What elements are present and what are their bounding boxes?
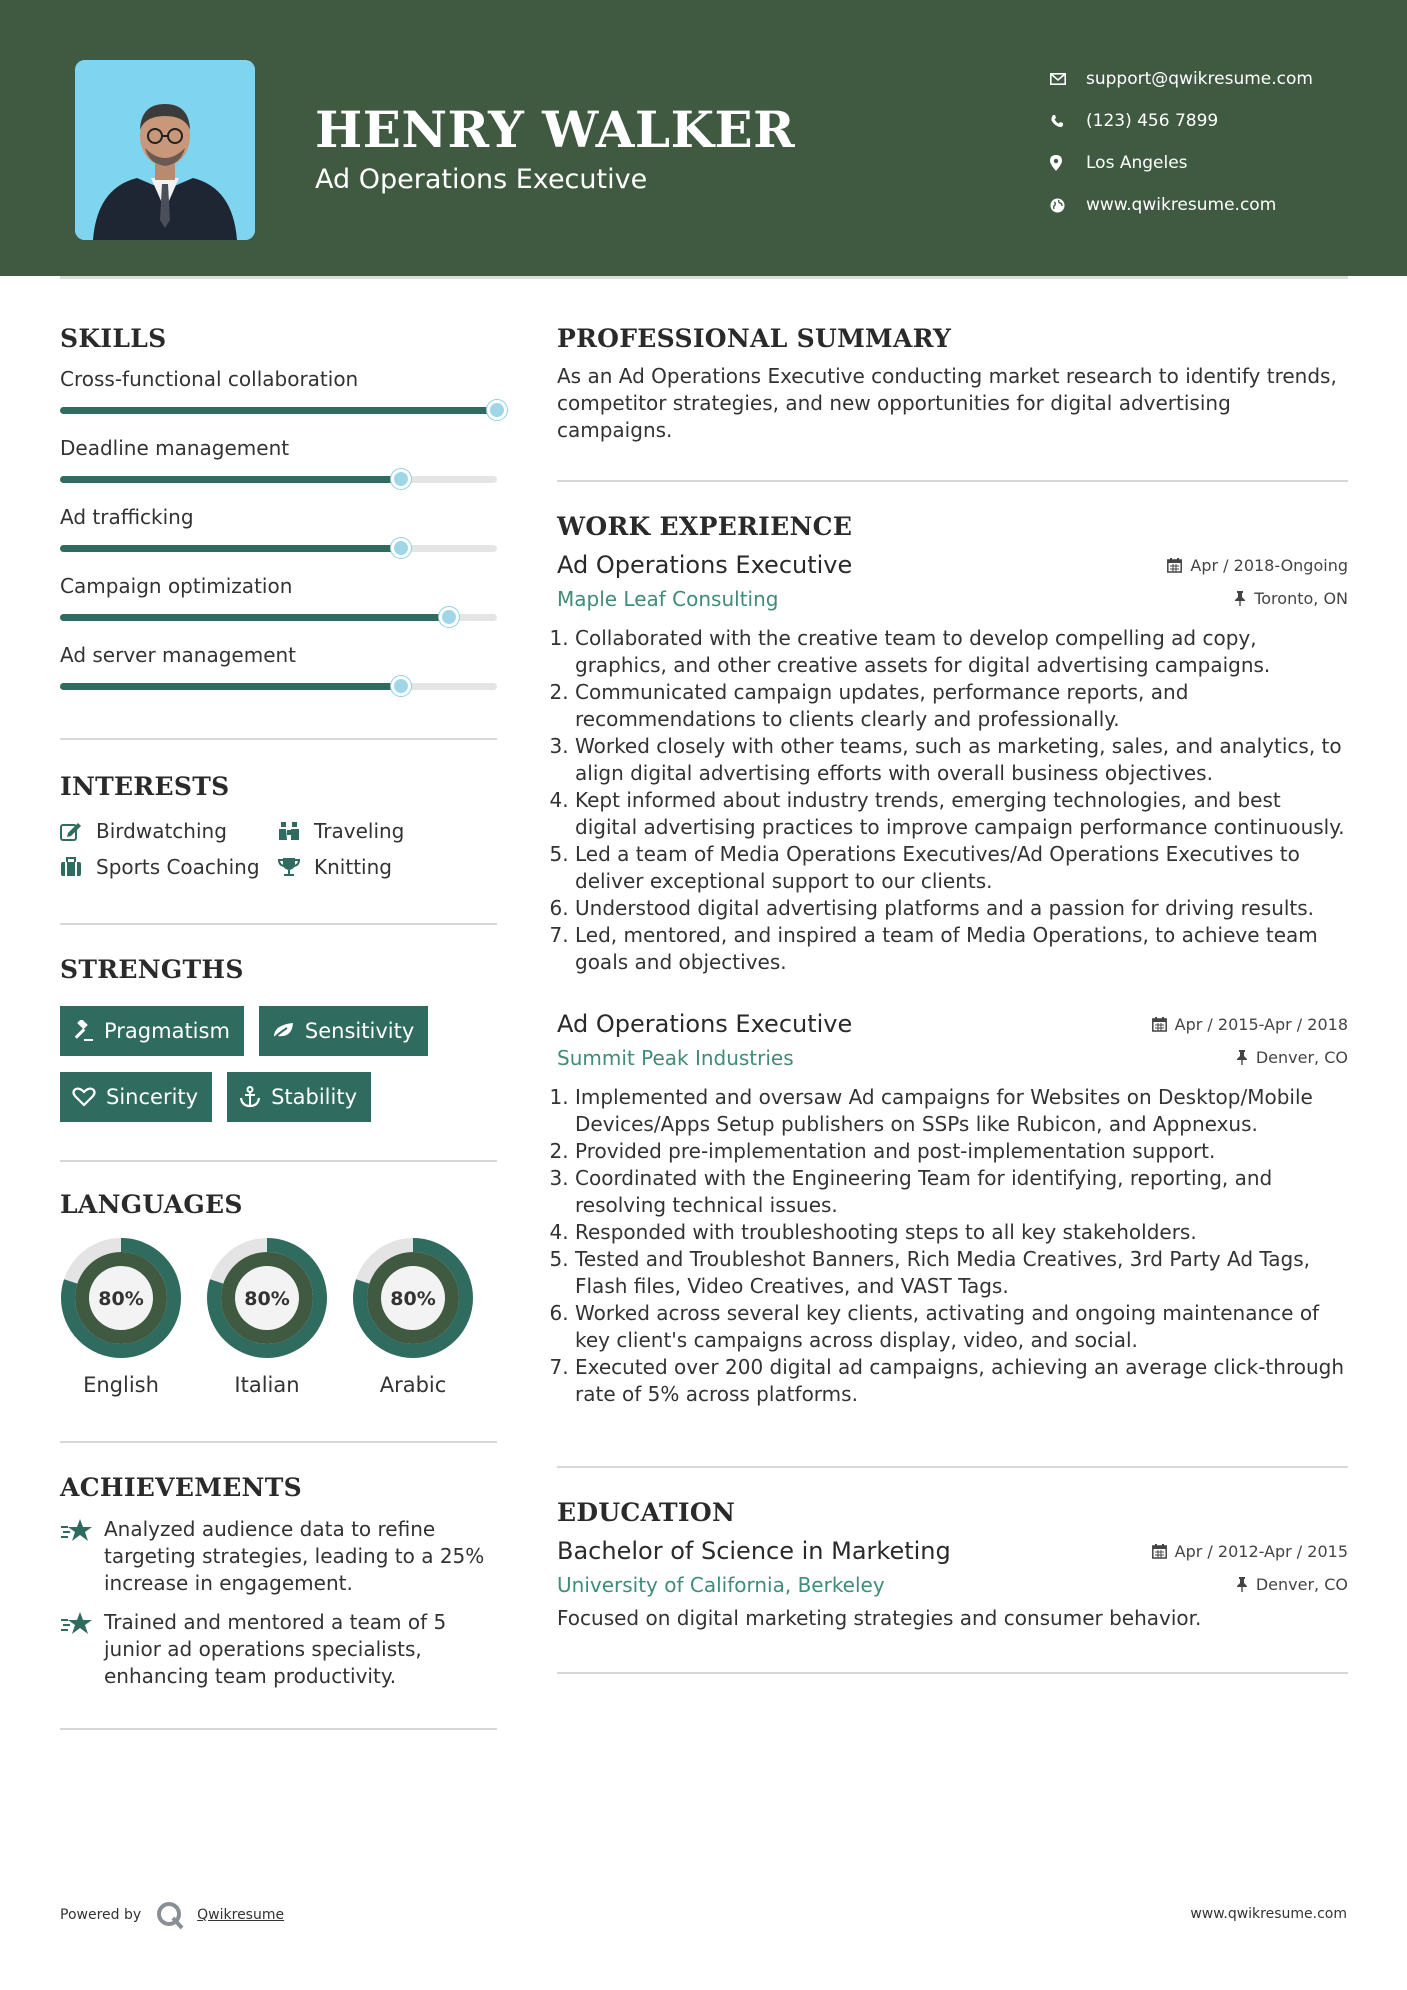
skill-bar-fill: [60, 683, 401, 690]
section-divider: [557, 1672, 1348, 1674]
job-duty: 1. Implemented and oversaw Ad campaigns for Websites on Desktop/Mobile Devices/Apps Setup publishers on SSPs like Rubicon, and Appnexus.: [575, 1084, 1348, 1138]
interest-label: Knitting: [314, 855, 392, 879]
section-title-languages: LANGUAGES: [60, 1190, 243, 1219]
contact-list: [1050, 58, 1313, 226]
binoculars-icon: [278, 821, 314, 841]
achievement-item: [60, 1609, 497, 1690]
interest-item: [278, 819, 478, 843]
skill-label: Deadline management: [60, 436, 290, 460]
job-location: [1236, 1048, 1348, 1067]
skill-bar: [60, 683, 497, 690]
language-name: Arabic: [379, 1373, 447, 1397]
job-duty: 6. Understood digital advertising platforms and a passion for driving results.: [575, 895, 1348, 922]
job-location-text: Denver, CO: [1255, 1048, 1348, 1067]
skill-bar: [60, 545, 497, 552]
candidate-title: Ad Operations Executive: [315, 164, 648, 195]
company-name: Maple Leaf Consulting: [557, 587, 779, 611]
skill-bar-knob: [487, 400, 507, 420]
skill-bar-fill: [60, 545, 401, 552]
section-title-strengths: STRENGTHS: [60, 955, 244, 984]
strength-tag: [227, 1072, 371, 1122]
contact-website-text: www.qwikresume.com: [1086, 195, 1277, 215]
section-title-experience: WORK EXPERIENCE: [557, 512, 853, 541]
section-divider: [60, 1441, 497, 1443]
education-dates: [1152, 1542, 1348, 1561]
language-name: English: [83, 1373, 159, 1397]
envelope-icon: [1050, 73, 1086, 85]
section-divider: [557, 480, 1348, 482]
job-duty: 5. Led a team of Media Operations Executives/Ad Operations Executives to deliver exceptional support to our clients.: [575, 841, 1348, 895]
interest-label: Birdwatching: [96, 819, 227, 843]
degree-title: Bachelor of Science in Marketing: [557, 1537, 951, 1565]
achievement-item: [60, 1516, 497, 1597]
job-duties-list: [557, 1084, 1348, 1408]
section-title-education: EDUCATION: [557, 1498, 736, 1527]
skill-bar-knob: [391, 676, 411, 696]
footer-powered-by: [60, 1900, 284, 1930]
right-column: [557, 300, 1348, 1674]
job-dates: [1167, 556, 1348, 575]
job-head: [557, 551, 1348, 579]
job-dates-text: Apr / 2018-Ongoing: [1190, 556, 1348, 575]
languages-section: [60, 1190, 497, 1397]
qwikresume-logo-icon: [155, 1900, 185, 1930]
skill-bar-knob: [391, 469, 411, 489]
strength-tag: [60, 1072, 212, 1122]
calendar-icon: [1167, 558, 1182, 573]
leaf-icon: [271, 1021, 295, 1041]
language-name: Italian: [234, 1373, 300, 1397]
job-duty: 2. Provided pre-implementation and post-implementation support.: [575, 1138, 1348, 1165]
job-title: Ad Operations Executive: [557, 551, 853, 579]
star-icon: [60, 1609, 104, 1690]
skill-label: Ad trafficking: [60, 505, 194, 529]
profile-photo: [75, 60, 255, 240]
skill-item: [60, 436, 497, 483]
strength-tag: [259, 1006, 428, 1056]
edit-icon: [60, 821, 96, 841]
left-column: [60, 300, 497, 1730]
languages-list: [60, 1237, 497, 1397]
language-item: [206, 1237, 328, 1397]
trophy-icon: [278, 857, 314, 877]
achievement-text: Trained and mentored a team of 5 junior ad operations specialists, enhancing team productivity.: [104, 1610, 447, 1688]
contact-website[interactable]: [1050, 184, 1313, 226]
job-location-text: Toronto, ON: [1254, 589, 1348, 608]
contact-email[interactable]: [1050, 58, 1313, 100]
job-entry: [557, 551, 1348, 976]
achievements-section: [60, 1473, 497, 1690]
job-dates-text: Apr / 2015-Apr / 2018: [1174, 1015, 1348, 1034]
skill-label: Campaign optimization: [60, 574, 293, 598]
star-icon: [60, 1516, 104, 1597]
section-title-skills: SKILLS: [60, 324, 167, 353]
section-title-interests: INTERESTS: [60, 772, 230, 801]
language-ring: [60, 1237, 182, 1359]
company-name: Summit Peak Industries: [557, 1046, 794, 1070]
header-divider: [60, 276, 1348, 279]
skill-item: [60, 367, 497, 414]
section-title-achievements: ACHIEVEMENTS: [60, 1473, 302, 1502]
language-item: [60, 1237, 182, 1397]
job-entry: [557, 1010, 1348, 1408]
interests-section: [60, 772, 497, 879]
strength-label: Sincerity: [106, 1085, 199, 1109]
section-divider: [60, 1728, 497, 1730]
skills-list: [60, 367, 497, 690]
job-duty: 7. Executed over 200 digital ad campaigns, achieving an average click-through rate of 5% across platforms.: [575, 1354, 1348, 1408]
interest-label: Traveling: [314, 819, 405, 843]
summary-section: [557, 324, 1348, 444]
section-divider: [557, 1466, 1348, 1468]
section-title-summary: PROFESSIONAL SUMMARY: [557, 324, 952, 353]
skill-item: [60, 505, 497, 552]
pushpin-icon: [1236, 1577, 1248, 1592]
contact-email-text: support@qwikresume.com: [1086, 69, 1313, 89]
job-duty: 6. Worked across several key clients, activating and ongoing maintenance of key client's campaigns across display, video, and social.: [575, 1300, 1348, 1354]
job-duty: 4. Responded with troubleshooting steps to all key stakeholders.: [575, 1219, 1348, 1246]
job-duties-list: [557, 625, 1348, 976]
education-dates-text: Apr / 2012-Apr / 2015: [1174, 1542, 1348, 1561]
education-location: [1236, 1575, 1348, 1594]
contact-location: [1050, 142, 1313, 184]
education-head: [557, 1537, 1348, 1565]
strength-label: Sensitivity: [304, 1019, 415, 1043]
education-text: Focused on digital marketing strategies and consumer behavior.: [557, 1606, 1202, 1630]
skill-bar-fill: [60, 407, 497, 414]
heart-icon: [72, 1087, 96, 1107]
language-ring: [206, 1237, 328, 1359]
map-pin-icon: [1050, 155, 1086, 171]
contact-phone-text: (123) 456 7899: [1086, 111, 1219, 131]
strengths-section: [60, 955, 497, 1122]
resume-header: [0, 0, 1407, 276]
calendar-icon: [1152, 1544, 1167, 1559]
footer-website[interactable]: www.qwikresume.com: [1190, 1906, 1347, 1922]
language-percent: 80%: [98, 1288, 144, 1310]
job-duty: 2. Communicated campaign updates, performance reports, and recommendations to clients clearly and professionally.: [575, 679, 1348, 733]
job-location: [1234, 589, 1348, 608]
language-ring: [352, 1237, 474, 1359]
job-head: [557, 1010, 1348, 1038]
powered-by-text: Powered by: [60, 1907, 142, 1923]
interest-item: [278, 855, 478, 879]
summary-text: As an Ad Operations Executive conducting market research to identify trends, competitor strategies, and new opportunities for digital advertising campaigns.: [557, 364, 1337, 442]
skill-bar: [60, 614, 497, 621]
pushpin-icon: [1234, 591, 1246, 606]
job-duty: 5. Tested and Troubleshot Banners, Rich Media Creatives, 3rd Party Ad Tags, Flash files, Video Creatives, and VAST Tags.: [575, 1246, 1348, 1300]
section-divider: [60, 1160, 497, 1162]
contact-phone[interactable]: [1050, 100, 1313, 142]
skill-bar-fill: [60, 476, 401, 483]
skills-section: [60, 324, 497, 690]
section-divider: [60, 738, 497, 740]
skill-bar: [60, 407, 497, 414]
anchor-icon: [239, 1086, 261, 1108]
language-percent: 80%: [390, 1288, 436, 1310]
globe-icon: [1050, 198, 1086, 213]
skill-label: Ad server management: [60, 643, 297, 667]
strength-label: Stability: [271, 1085, 358, 1109]
school-name: University of California, Berkeley: [557, 1573, 885, 1597]
language-item: [352, 1237, 474, 1397]
calendar-icon: [1152, 1017, 1167, 1032]
job-duty: 7. Led, mentored, and inspired a team of Media Operations, to achieve team goals and objectives.: [575, 922, 1348, 976]
contact-location-text: Los Angeles: [1086, 153, 1188, 173]
language-percent: 80%: [244, 1288, 290, 1310]
skill-item: [60, 574, 497, 621]
briefcase-icon: [60, 857, 96, 877]
experience-section: [557, 512, 1348, 1408]
pushpin-icon: [1236, 1050, 1248, 1065]
education-location-text: Denver, CO: [1255, 1575, 1348, 1594]
interest-label: Sports Coaching: [96, 855, 260, 879]
skill-label: Cross-functional collaboration: [60, 367, 359, 391]
gavel-icon: [72, 1020, 94, 1042]
strengths-list: [60, 1006, 497, 1122]
strength-tag: [60, 1006, 244, 1056]
skill-bar-fill: [60, 614, 449, 621]
skill-item: [60, 643, 497, 690]
job-title: Ad Operations Executive: [557, 1010, 853, 1038]
skill-bar-knob: [439, 607, 459, 627]
job-duty: 3. Worked closely with other teams, such as marketing, sales, and analytics, to align digital advertising efforts with overall business objectives.: [575, 733, 1348, 787]
job-duty: 4. Kept informed about industry trends, emerging technologies, and best digital advertising practices to improve campaign performance continuously.: [575, 787, 1348, 841]
job-dates: [1152, 1015, 1348, 1034]
qwikresume-link[interactable]: Qwikresume: [197, 1907, 285, 1923]
skill-bar: [60, 476, 497, 483]
job-sub: [557, 587, 1348, 611]
education-sub: [557, 1573, 1348, 1597]
strength-label: Pragmatism: [104, 1019, 230, 1043]
job-sub: [557, 1046, 1348, 1070]
section-divider: [60, 923, 497, 925]
jobs-list: [557, 551, 1348, 1408]
candidate-name: HENRY WALKER: [315, 100, 796, 159]
education-section: [557, 1498, 1348, 1632]
phone-icon: [1050, 114, 1086, 128]
achievement-text: Analyzed audience data to refine targeting strategies, leading to a 25% increase in engagement.: [104, 1517, 485, 1595]
skill-bar-knob: [391, 538, 411, 558]
interests-list: [60, 819, 497, 879]
interest-item: [60, 819, 278, 843]
job-duty: 1. Collaborated with the creative team to develop compelling ad copy, graphics, and other creative assets for digital advertising campaigns.: [575, 625, 1348, 679]
job-duty: 3. Coordinated with the Engineering Team for identifying, reporting, and resolving technical issues.: [575, 1165, 1348, 1219]
interest-item: [60, 855, 278, 879]
